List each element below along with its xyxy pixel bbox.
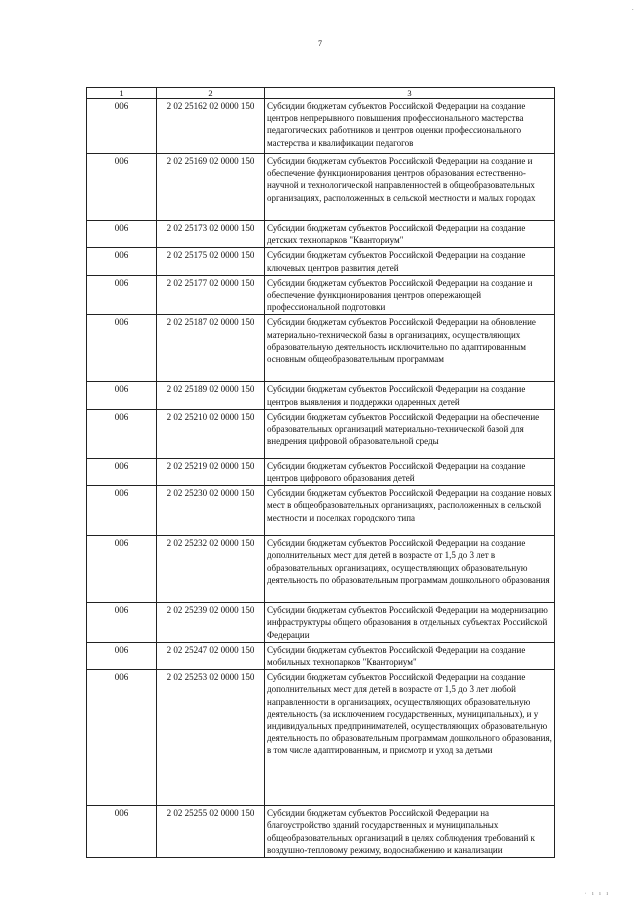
row-kbk-cell: 2 02 25253 02 0000 150 [157, 670, 265, 806]
table-row [87, 248, 555, 275]
row-description-cell: Субсидии бюджетам субъектов Российской Федерации на создание дополнительных мест для детей в возрасте от 1,5 до 3 лет любой направленности в организациях, осуществляющих образовательную деятельность (за исключением государственных, муниципальных), и у индивидуальных предпринимателей, осуществляющих образовательную деятельность по образовательным программам дошкольного образования, в том числе адаптированным, и присмотр и уход за детьми [265, 670, 555, 806]
row-kbk-cell: 2 02 25219 02 0000 150 [157, 458, 265, 485]
table-row [87, 221, 555, 248]
row-description-cell: Субсидии бюджетам субъектов Российской Федерации на создание центров выявления и поддержки одаренных детей [265, 382, 555, 409]
row-description-cell: Субсидии бюджетам субъектов Российской Федерации на создание центров цифрового образования детей [265, 458, 555, 485]
row-description-cell: Субсидии бюджетам субъектов Российской Федерации на обеспечение образовательных организаций материально-технической базой для внедрения цифровой образовательной среды [265, 409, 555, 458]
row-description-cell: Субсидии бюджетам субъектов Российской Федерации на создание мобильных технопарков "Кванториум" [265, 642, 555, 669]
table-header [87, 88, 555, 99]
table-row [87, 275, 555, 315]
row-description-cell: Субсидии бюджетам субъектов Российской Федерации на создание центров непрерывного повышения профессионального мастерства педагогических работников и центров оценки профессионального мастерства и квалификации педагогов [265, 99, 555, 154]
row-description-cell: Субсидии бюджетам субъектов Российской Федерации на создание детских технопарков "Кванториум" [265, 221, 555, 248]
row-code-cell: 006 [87, 603, 157, 643]
row-kbk-cell: 2 02 25162 02 0000 150 [157, 99, 265, 154]
table-row [87, 536, 555, 603]
row-kbk-cell: 2 02 25210 02 0000 150 [157, 409, 265, 458]
row-description-cell: Субсидии бюджетам субъектов Российской Федерации на создание дополнительных мест для детей в возрасте от 1,5 до 3 лет в образовательных организациях, осуществляющих образовательную деятельность по образовательным программам дошкольного образования [265, 536, 555, 603]
row-code-cell: 006 [87, 642, 157, 669]
row-kbk-cell: 2 02 25175 02 0000 150 [157, 248, 265, 275]
row-code-cell: 006 [87, 248, 157, 275]
row-code-cell: 006 [87, 670, 157, 806]
row-description-cell: Субсидии бюджетам субъектов Российской Федерации на благоустройство зданий государственных и муниципальных общеобразовательных организаций в целях соблюдения требований к воздушно-тепловому режиму, водоснабжению и канализации [265, 806, 555, 858]
table-row [87, 806, 555, 858]
row-code-cell: 006 [87, 806, 157, 858]
row-description-cell: Субсидии бюджетам субъектов Российской Федерации на создание и обеспечение функционирования центров образования естественно-научной и технологической направленностей в общеобразовательных организациях, расположенных в сельской местности и малых городах [265, 154, 555, 221]
row-kbk-cell: 2 02 25230 02 0000 150 [157, 486, 265, 536]
page-number: 7 [318, 39, 322, 48]
row-description-cell: Субсидии бюджетам субъектов Российской Федерации на создание новых мест в общеобразовательных организациях, расположенных в сельской местности и поселках городского типа [265, 486, 555, 536]
table-row [87, 486, 555, 536]
row-code-cell: 006 [87, 409, 157, 458]
footer-mark: · ı ı ı [584, 891, 610, 897]
row-description-cell: Субсидии бюджетам субъектов Российской Федерации на модернизацию инфраструктуры общего образования в отдельных субъектах Российской Федерации [265, 603, 555, 643]
row-kbk-cell: 2 02 25232 02 0000 150 [157, 536, 265, 603]
table-row [87, 409, 555, 458]
table-row [87, 603, 555, 643]
row-kbk-cell: 2 02 25177 02 0000 150 [157, 275, 265, 315]
row-kbk-cell: 2 02 25169 02 0000 150 [157, 154, 265, 221]
row-description-cell: Субсидии бюджетам субъектов Российской Федерации на создание и обеспечение функционирования центров опережающей профессиональной подготовки [265, 275, 555, 315]
row-code-cell: 006 [87, 315, 157, 382]
row-kbk-cell: 2 02 25247 02 0000 150 [157, 642, 265, 669]
header-col-2: 2 [157, 88, 265, 99]
row-code-cell: 006 [87, 154, 157, 221]
row-code-cell: 006 [87, 221, 157, 248]
header-col-1: 1 [87, 88, 157, 99]
table-row [87, 670, 555, 806]
row-code-cell: 006 [87, 99, 157, 154]
row-kbk-cell: 2 02 25189 02 0000 150 [157, 382, 265, 409]
row-code-cell: 006 [87, 382, 157, 409]
row-kbk-cell: 2 02 25173 02 0000 150 [157, 221, 265, 248]
budget-codes-table [86, 87, 555, 858]
table-row [87, 154, 555, 221]
table-row [87, 382, 555, 409]
header-col-3: 3 [265, 88, 555, 99]
row-code-cell: 006 [87, 486, 157, 536]
margin-mark: · [631, 6, 634, 14]
table-row [87, 458, 555, 485]
row-code-cell: 006 [87, 536, 157, 603]
header-row [87, 88, 555, 99]
row-kbk-cell: 2 02 25255 02 0000 150 [157, 806, 265, 858]
table-body [87, 99, 555, 858]
table-row [87, 315, 555, 382]
row-description-cell: Субсидии бюджетам субъектов Российской Федерации на обновление материально-технической базы в организациях, осуществляющих образовательную деятельность исключительно по адаптированным основным общеобразовательным программам [265, 315, 555, 382]
row-kbk-cell: 2 02 25239 02 0000 150 [157, 603, 265, 643]
row-code-cell: 006 [87, 275, 157, 315]
row-description-cell: Субсидии бюджетам субъектов Российской Федерации на создание ключевых центров развития детей [265, 248, 555, 275]
row-kbk-cell: 2 02 25187 02 0000 150 [157, 315, 265, 382]
table-row [87, 642, 555, 669]
table-row [87, 99, 555, 154]
row-code-cell: 006 [87, 458, 157, 485]
